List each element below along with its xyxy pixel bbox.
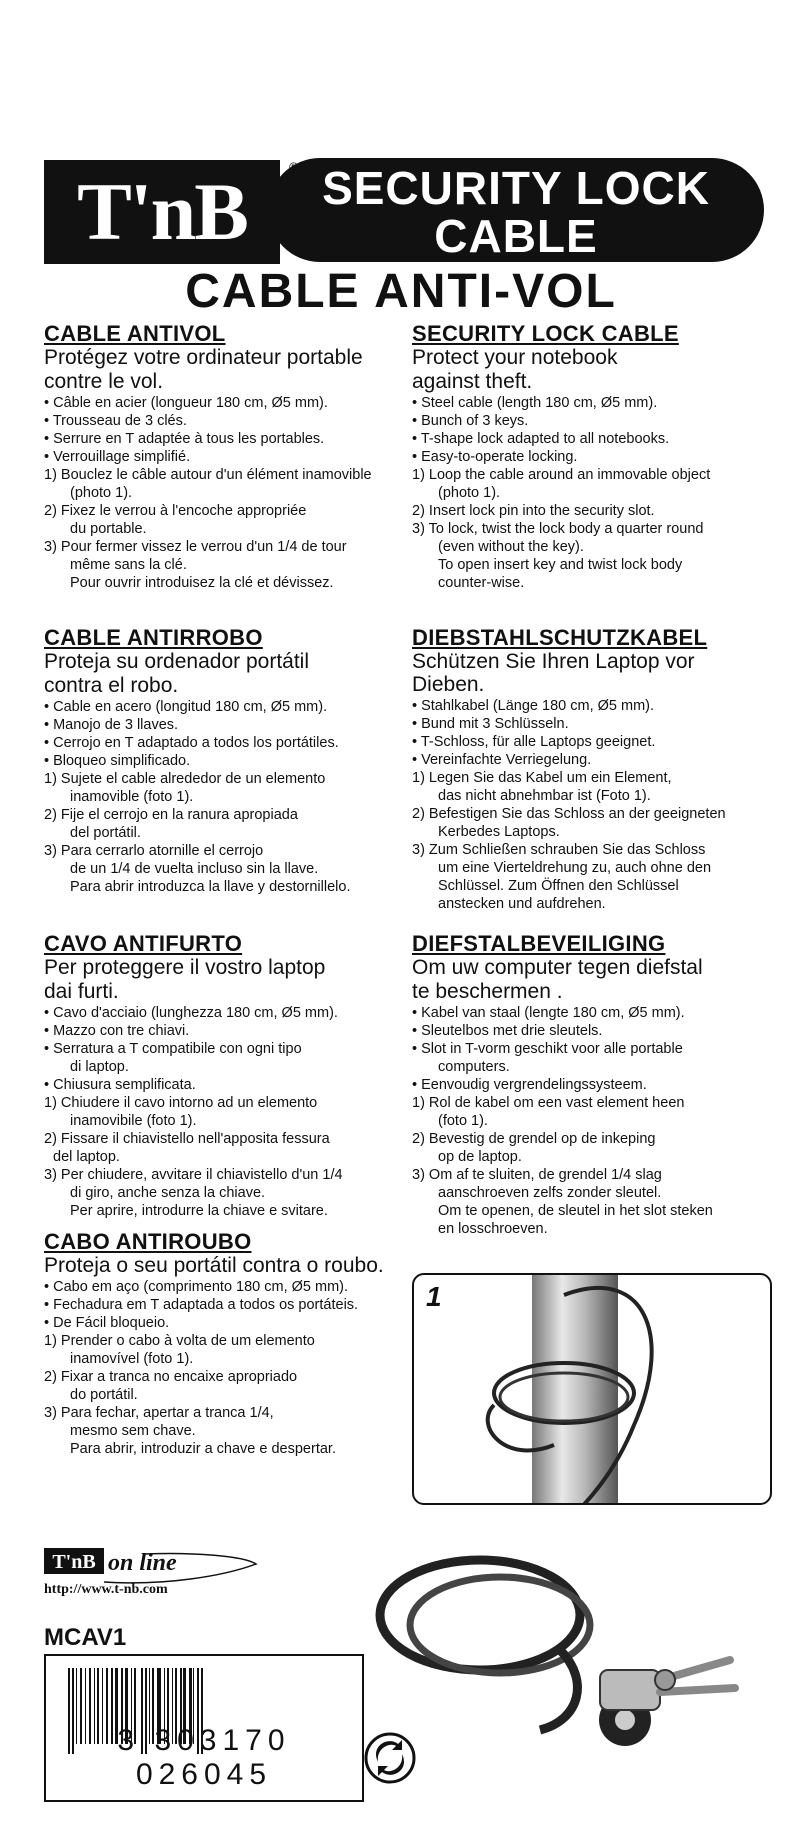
section-de	[412, 626, 767, 913]
barcode	[44, 1654, 364, 1802]
section-body	[44, 698, 399, 896]
section-title: CABLE ANTIVOL	[44, 321, 226, 346]
section-line: • T-shape lock adapted to all notebooks.	[412, 431, 670, 447]
section-line: 3) To lock, twist the lock body a quarter round	[412, 521, 704, 537]
section-line: 1) Loop the cable around an immovable object	[412, 467, 711, 483]
section-line: 3) Pour fermer vissez le verrou d'un 1/4 de tour	[44, 539, 347, 555]
barcode-digits: 3 303170 026045	[117, 1724, 291, 1791]
section-line: (photo 1).	[70, 485, 133, 501]
section-line: • Easy-to-operate locking.	[412, 449, 578, 465]
cable-lock-illustration	[360, 1520, 760, 1760]
section-line: • Cerrojo en T adaptado a todos los portátiles.	[44, 735, 339, 751]
section-line: do portátil.	[70, 1387, 138, 1403]
section-line: • De Fácil bloqueio.	[44, 1315, 170, 1331]
section-line: • Slot in T-vorm geschikt voor alle portable	[412, 1041, 683, 1057]
section-line: 1) Rol de kabel om een vast element heen	[412, 1095, 685, 1111]
section-line: del portátil.	[70, 825, 141, 841]
section-line: 1) Chiudere il cavo intorno ad un elemento	[44, 1095, 318, 1111]
main-title: CABLE ANTI-VOL	[185, 265, 617, 318]
online-brand: T'nB	[52, 1551, 96, 1573]
section-line: (photo 1).	[438, 485, 501, 501]
section-title: DIEFSTALBEVEILIGING	[412, 931, 666, 956]
section-line: Para abrir, introduzir a chave e despertar.	[70, 1441, 336, 1457]
online-word: on line	[108, 1550, 177, 1576]
section-subtitle: dai furti.	[44, 980, 119, 1003]
section-line: • Mazzo con tre chiavi.	[44, 1023, 190, 1039]
section-line: • T-Schloss, für alle Laptops geeignet.	[412, 734, 656, 750]
product-title-line2: CABLE	[434, 210, 598, 262]
section-subtitle: Schützen Sie Ihren Laptop vor Dieben.	[412, 650, 695, 696]
section-line: 3) Om af te sluiten, de grendel 1/4 slag	[412, 1167, 662, 1183]
section-line: aanschroeven zelfs zonder sleutel.	[438, 1185, 662, 1201]
section-line: 1) Bouclez le câble autour d'un élément inamovible	[44, 467, 372, 483]
section-line: • Bunch of 3 keys.	[412, 413, 529, 429]
section-subtitle: against theft.	[412, 370, 533, 393]
section-body	[44, 1278, 399, 1458]
section-line: même sans la clé.	[70, 557, 187, 573]
section-title: SECURITY LOCK CABLE	[412, 321, 679, 346]
section-line: inamovível (foto 1).	[70, 1351, 194, 1367]
section-line: • Cavo d'acciaio (lunghezza 180 cm, Ø5 mm).	[44, 1005, 338, 1021]
section-line: 2) Insert lock pin into the security slot.	[412, 503, 655, 519]
section-line: Per aprire, introdurre la chiave e svitare.	[70, 1203, 328, 1219]
section-line: • Fechadura em T adaptada a todos os portáteis.	[44, 1297, 359, 1313]
section-line: • Sleutelbos met drie sleutels.	[412, 1023, 603, 1039]
section-subtitle: Per proteggere il vostro laptop	[44, 956, 326, 979]
section-line: 3) Para fechar, apertar a tranca 1/4,	[44, 1405, 274, 1421]
section-line: 2) Fissare il chiavistello nell'apposita fessura	[44, 1131, 330, 1147]
section-line: inamovibile (foto 1).	[70, 1113, 197, 1129]
section-line: • Vereinfachte Verriegelung.	[412, 752, 592, 768]
pole-cable-illustration	[414, 1275, 772, 1505]
brand-logo	[44, 160, 280, 264]
section-line: • Cabo em aço (comprimento 180 cm, Ø5 mm).	[44, 1279, 349, 1295]
section-line: 2) Bevestig de grendel op de inkeping	[412, 1131, 656, 1147]
section-line: Kerbedes Laptops.	[438, 824, 560, 840]
section-line: 3) Zum Schließen schrauben Sie das Schloss	[412, 842, 706, 858]
section-line: • Serratura a T compatibile con ogni tipo	[44, 1041, 302, 1057]
product-title-line1: SECURITY LOCK	[322, 162, 710, 214]
section-en	[412, 322, 767, 592]
section-pt	[44, 1230, 399, 1458]
section-line: 1) Sujete el cable alrededor de un elemento	[44, 771, 326, 787]
section-line: en losschroeven.	[438, 1221, 548, 1237]
photo-number: 1	[426, 1281, 442, 1312]
section-subtitle: te beschermen .	[412, 980, 563, 1003]
tnb-online-logo	[44, 1546, 259, 1616]
section-line: • Manojo de 3 llaves.	[44, 717, 179, 733]
section-line: 3) Para cerrarlo atornille el cerrojo	[44, 843, 264, 859]
section-body	[44, 394, 399, 592]
section-line: • Kabel van staal (lengte 180 cm, Ø5 mm).	[412, 1005, 685, 1021]
section-line: • Bloqueo simplificado.	[44, 753, 191, 769]
section-title: CABLE ANTIRROBO	[44, 625, 263, 650]
section-line: anstecken und aufdrehen.	[438, 896, 606, 912]
section-line: • Bund mit 3 Schlüsseln.	[412, 716, 569, 732]
section-subtitle: Protect your notebook	[412, 346, 618, 369]
website-url[interactable]: http://www.t-nb.com	[44, 1582, 168, 1597]
section-line: • Steel cable (length 180 cm, Ø5 mm).	[412, 395, 658, 411]
section-line: 2) Fixez le verrou à l'encoche appropriée	[44, 503, 307, 519]
section-body	[412, 1004, 767, 1238]
section-line: di giro, anche senza la chiave.	[70, 1185, 266, 1201]
section-title: DIEBSTAHLSCHUTZKABEL	[412, 625, 708, 650]
section-line: mesmo sem chave.	[70, 1423, 196, 1439]
section-line: 2) Fije el cerrojo en la ranura apropiada	[44, 807, 298, 823]
section-line: de un 1/4 de vuelta incluso sin la llave.	[70, 861, 319, 877]
product-title-banner	[268, 158, 764, 262]
section-line: To open insert key and twist lock body	[438, 557, 683, 573]
section-line: • Trousseau de 3 clés.	[44, 413, 187, 429]
section-line: 2) Fixar a tranca no encaixe apropriado	[44, 1369, 298, 1385]
section-line: del laptop.	[53, 1149, 120, 1165]
section-line: • Serrure en T adaptée à tous les portables.	[44, 431, 325, 447]
section-subtitle: contra el robo.	[44, 674, 179, 697]
section-line: Om te openen, de sleutel in het slot steken	[438, 1203, 713, 1219]
section-line: computers.	[438, 1059, 510, 1075]
section-line: op de laptop.	[438, 1149, 522, 1165]
section-subtitle: Proteja o seu portátil contra o roubo.	[44, 1254, 384, 1277]
section-line: Schlüssel. Zum Öffnen den Schlüssel	[438, 878, 679, 894]
section-line: das nicht abnehmbar ist (Foto 1).	[438, 788, 651, 804]
green-dot-recycle-icon	[364, 1732, 416, 1784]
section-line: (foto 1).	[438, 1113, 488, 1129]
section-line: • Câble en acier (longueur 180 cm, Ø5 mm).	[44, 395, 328, 411]
section-line: um eine Vierteldrehung zu, auch ohne den	[438, 860, 712, 876]
section-body	[412, 394, 767, 592]
section-subtitle: Proteja su ordenador portátil	[44, 650, 309, 673]
section-line: Para abrir introduzca la llave y destornillelo.	[70, 879, 351, 895]
section-fr	[44, 322, 399, 592]
section-line: • Chiusura semplificata.	[44, 1077, 196, 1093]
section-it	[44, 932, 399, 1220]
section-line: 2) Befestigen Sie das Schloss an der geeigneten	[412, 806, 726, 822]
section-subtitle: Om uw computer tegen diefstal	[412, 956, 703, 979]
section-subtitle: Protégez votre ordinateur portable	[44, 346, 363, 369]
section-line: di laptop.	[70, 1059, 129, 1075]
section-line: 3) Per chiudere, avvitare il chiavistello d'un 1/4	[44, 1167, 343, 1183]
section-line: counter-wise.	[438, 575, 525, 591]
section-title: CABO ANTIROUBO	[44, 1229, 252, 1254]
section-line: (even without the key).	[438, 539, 584, 555]
photo-1	[412, 1273, 772, 1505]
section-line: du portable.	[70, 521, 147, 537]
section-line: Pour ouvrir introduisez la clé et dévissez.	[70, 575, 334, 591]
section-body	[412, 697, 767, 913]
section-es	[44, 626, 399, 896]
section-line: inamovible (foto 1).	[70, 789, 194, 805]
section-title: CAVO ANTIFURTO	[44, 931, 243, 956]
section-line: • Eenvoudig vergrendelingssysteem.	[412, 1077, 647, 1093]
brand-name: T'nB	[77, 166, 247, 257]
section-body	[44, 1004, 399, 1220]
section-line: • Verrouillage simplifié.	[44, 449, 191, 465]
section-nl	[412, 932, 767, 1238]
model-number: MCAV1	[44, 1624, 127, 1651]
section-subtitle: contre le vol.	[44, 370, 164, 393]
section-line: 1) Legen Sie das Kabel um ein Element,	[412, 770, 672, 786]
section-line: • Cable en acero (longitud 180 cm, Ø5 mm).	[44, 699, 328, 715]
section-line: • Stahlkabel (Länge 180 cm, Ø5 mm).	[412, 698, 655, 714]
section-line: 1) Prender o cabo à volta de um elemento	[44, 1333, 315, 1349]
